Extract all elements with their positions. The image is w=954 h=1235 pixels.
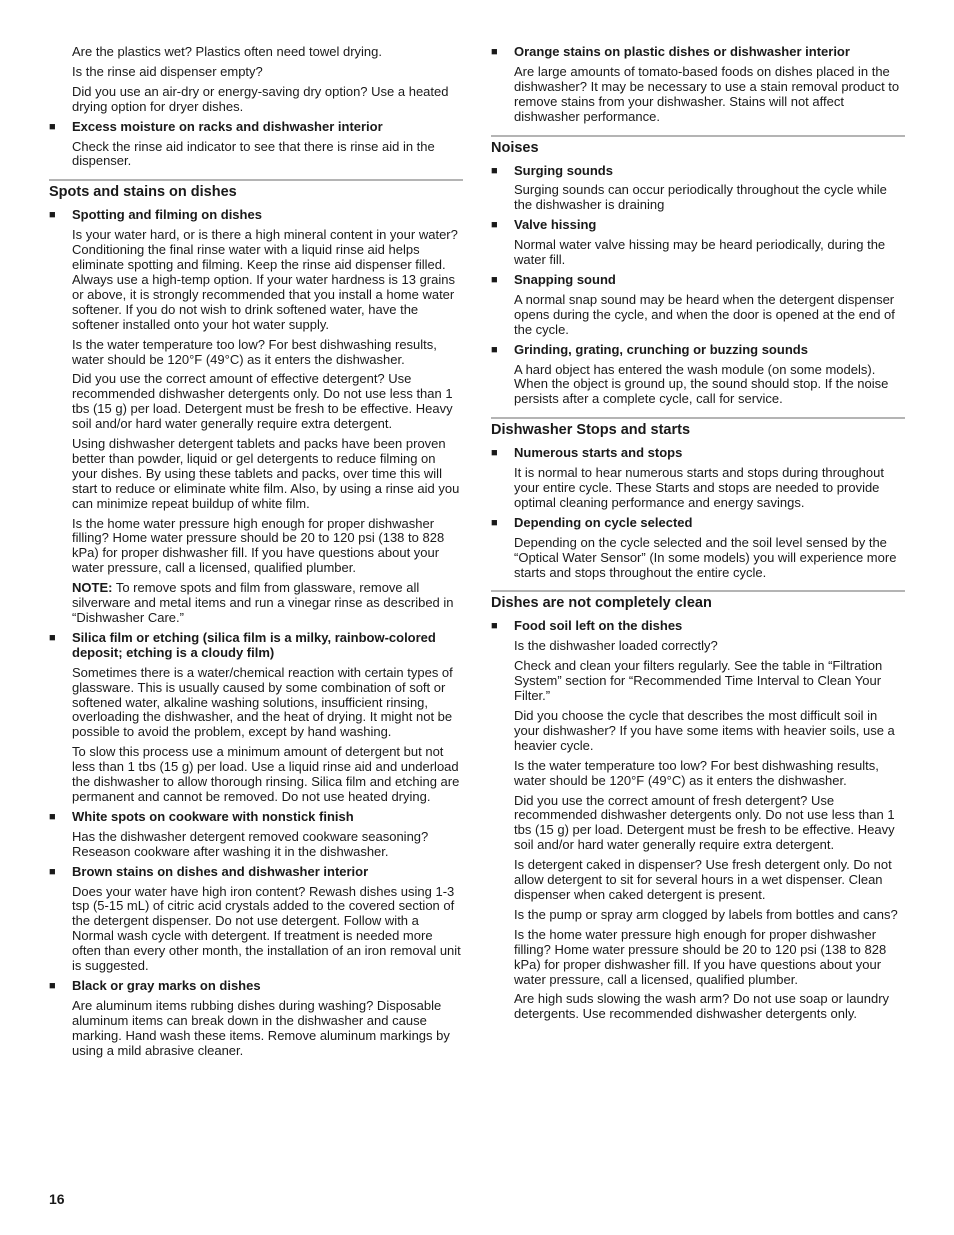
square-bullet-icon: ■ [49, 979, 56, 992]
paragraph: To slow this process use a minimum amount of detergent but not less than 1 tbs (15 g) per load. Use a liquid rinse aid and underload the dishwasher to allow thorough rinsing. Silica film and etching are permanent and cannot be removed. Do not use heated drying. [72, 744, 460, 804]
paragraph: It is normal to hear numerous starts and stops during throughout your entire cycle. These Starts and stops are needed to provide optimal cleaning performance and energy savings. [514, 465, 884, 510]
paragraph: A hard object has entered the wash module (on some models). When the object is ground up, the sound should stop. If the noise persists after a complete cycle, call for service. [514, 361, 889, 407]
paragraph: A normal snap sound may be heard when the detergent dispenser opens during the cycle, and when the door is opened at the end of the cycle. [514, 291, 895, 337]
left-column [49, 0, 463, 1063]
section-noises [491, 135, 905, 408]
note-paragraph [72, 581, 463, 626]
paragraph: Is the dishwasher loaded correctly? [514, 638, 718, 654]
bullet-item-title: ■ Brown stains on dishes and dishwasher interior [49, 863, 369, 879]
paragraph: Is the rinse aid dispenser empty? [72, 63, 263, 79]
paragraph: Normal water valve hissing may be heard periodically, during the water fill. [514, 237, 886, 268]
paragraph: Check the rinse aid indicator to see that there is rinse aid in the dispenser. [72, 138, 435, 169]
bullet-item-title: ■ Surging sounds [491, 162, 613, 178]
right-column [491, 0, 905, 1027]
paragraph: Did you use the correct amount of fresh detergent? Use recommended dishwasher detergents only. Do not use less than 1 tbs (15 g) per load. Detergent must be fresh to be effective. Heavy soil and/or hard water generally require extra detergent. [514, 792, 895, 853]
paragraph: Are aluminum items rubbing dishes during washing? Disposable aluminum items can break down in the dishwasher and cause marking. Hand wash these items. Remove aluminum markings by using a mild abrasive cleaner. [72, 997, 450, 1058]
bullet-item-title: ■ Silica film or etching (silica film is a milky, rainbow-colored deposit; etching is a cloudy film) [49, 629, 436, 660]
paragraph: Is the water temperature too low? For best dishwashing results, water should be 120°F (49°C) as it enters the dishwasher. [72, 336, 437, 367]
square-bullet-icon: ■ [491, 447, 498, 460]
square-bullet-icon: ■ [491, 343, 498, 356]
section-heading: Dishes are not completely clean [491, 595, 712, 612]
square-bullet-icon: ■ [491, 164, 498, 177]
paragraph: Using dishwasher detergent tablets and packs have been proven better than powder, liquid or gel detergents to reduce filming on your dishes. By using these tablets and packs, over time this will start to reduce or eliminate white film. Also, by using a rinse aid you can minimize repeat buildup of white film. [72, 436, 460, 511]
bullet-item-title: ■ Black or gray marks on dishes [49, 977, 261, 993]
paragraph: Did you use the correct amount of effective detergent? Use recommended dishwasher detergents only. Do not use less than 1 tbs (15 g) per load. Detergent must be fresh to be effective. Heavy soil and/or hard water generally require extra detergent. [72, 371, 453, 432]
paragraph: Does your water have high iron content? Rewash dishes using 1-3 tsp (5-15 mL) of citric acid crystals added to the covered section of the detergent dispenser. Do not use detergent. Follow with a Normal wash cycle with detergent. If treatment is needed more often than every other month, the installation of an iron removal unit is suggested. [72, 883, 461, 974]
square-bullet-icon: ■ [49, 810, 56, 823]
paragraph: Check and clean your filters regularly. See the table in “Filtration System” section for “Recommended Time Interval to Clean Your Filter.” [514, 658, 883, 704]
bullet-item-title: ■ Snapping sound [491, 271, 616, 287]
paragraph: Is detergent caked in dispenser? Use fresh detergent only. Do not allow detergent to sit for several hours in a wet dispenser. Clean dispenser when caked detergent is present. [514, 857, 892, 902]
square-bullet-icon: ■ [491, 46, 498, 58]
square-bullet-icon: ■ [49, 120, 56, 133]
square-bullet-icon: ■ [491, 219, 498, 232]
square-bullet-icon: ■ [491, 516, 498, 529]
bullet-item-title: ■ Valve hissing [491, 217, 597, 233]
paragraph: Are large amounts of tomato-based foods on dishes placed in the dishwasher? It may be necessary to use a stain removal product to remove stains from your dishwasher. Stains will not affect dishwasher performance. [514, 63, 900, 124]
paragraph: Has the dishwasher detergent removed cookware seasoning? Reseason cookware after washing it in the dishwasher. [72, 828, 429, 859]
section-spots-and-stains [49, 179, 463, 1058]
paragraph: Is the home water pressure high enough for proper dishwasher filling? Home water pressure should be 20 to 120 psi (138 to 828 kPa) for proper dishwasher fill. If you have questions about your water pressure, call a licensed, qualified plumber. [72, 515, 445, 576]
paragraph: Is the home water pressure high enough for proper dishwasher filling? Home water pressure should be 20 to 120 psi (138 to 828 kPa) for proper dishwasher fill. If you have questions about your water pressure, call a licensed, qualified plumber. [514, 926, 887, 987]
paragraph: Sometimes there is a water/chemical reaction with certain types of glassware. This is usually caused by some combination of soft or softened water, alkaline washing solutions, insufficient rinsing, overloading the dishwasher, and the heat of drying. It might not be possible to avoid the problem, except by hand washing. [72, 664, 453, 740]
paragraph: Did you choose the cycle that describes the most difficult soil in your dishwasher? If you have some items with heavier soils, use a heavier cycle. [514, 708, 895, 753]
note-text: To remove spots and film from glassware, remove all silverware and metal items and run a vinegar rinse as described in “Dishwasher Care.” [72, 580, 454, 625]
square-bullet-icon: ■ [49, 865, 56, 878]
paragraph: Is the pump or spray arm clogged by labels from bottles and cans? [514, 906, 898, 922]
square-bullet-icon: ■ [49, 209, 56, 222]
section-heading: Dishwasher Stops and starts [491, 422, 691, 439]
bullet-item-title: ■ Depending on cycle selected [491, 514, 693, 530]
section-not-completely-clean [491, 590, 905, 1022]
square-bullet-icon: ■ [491, 273, 498, 286]
paragraph: Did you use an air-dry or energy-saving dry option? Use a heated drying option for dryer dishes. [72, 83, 449, 114]
section-heading: Noises [491, 139, 539, 156]
paragraph: Are high suds slowing the wash arm? Do not use soap or laundry detergents. Use recommended dishwasher detergents only. [514, 991, 890, 1022]
square-bullet-icon: ■ [49, 631, 56, 644]
bullet-item-title: ■ Spotting and filming on dishes [49, 207, 262, 223]
bullet-item-title: ■ Excess moisture on racks and dishwasher interior [49, 118, 383, 134]
bullet-item-title: ■ Grinding, grating, crunching or buzzing sounds [491, 341, 808, 357]
paragraph: Is your water hard, or is there a high mineral content in your water? Conditioning the final rinse water with a liquid rinse aid helps eliminate spotting and filming. Keep the rinse aid dispenser filled. Always use a high-temp option. If your water hardness is 13 grains or above, it is strongly recommended that you install a home water softener. If you do not wish to drink softened water, have the softener installed onto your hot water supply. [72, 227, 458, 332]
section-stops-and-starts [491, 417, 905, 580]
paragraph: Surging sounds can occur periodically throughout the cycle while the dishwasher is draining [514, 182, 887, 213]
bullet-item-title: ■ White spots on cookware with nonstick finish [49, 808, 354, 824]
bullet-item-title: ■ Food soil left on the dishes [491, 618, 683, 634]
square-bullet-icon: ■ [491, 620, 498, 633]
page-number: 16 [49, 1191, 65, 1207]
section-heading: Spots and stains on dishes [49, 184, 237, 201]
bullet-item-title: ■ Orange stains on plastic dishes or dishwasher interior [491, 44, 850, 59]
paragraph: Are the plastics wet? Plastics often need towel drying. [72, 44, 382, 59]
paragraph: Is the water temperature too low? For best dishwashing results, water should be 120°F (49°C) as it enters the dishwasher. [514, 757, 879, 788]
paragraph: Depending on the cycle selected and the soil level sensed by the “Optical Water Sensor” (In some models) you will experience more starts and stops throughout the entire cycle. [514, 534, 897, 580]
bullet-item-title: ■ Numerous starts and stops [491, 445, 683, 461]
note-label: NOTE: [72, 580, 113, 596]
